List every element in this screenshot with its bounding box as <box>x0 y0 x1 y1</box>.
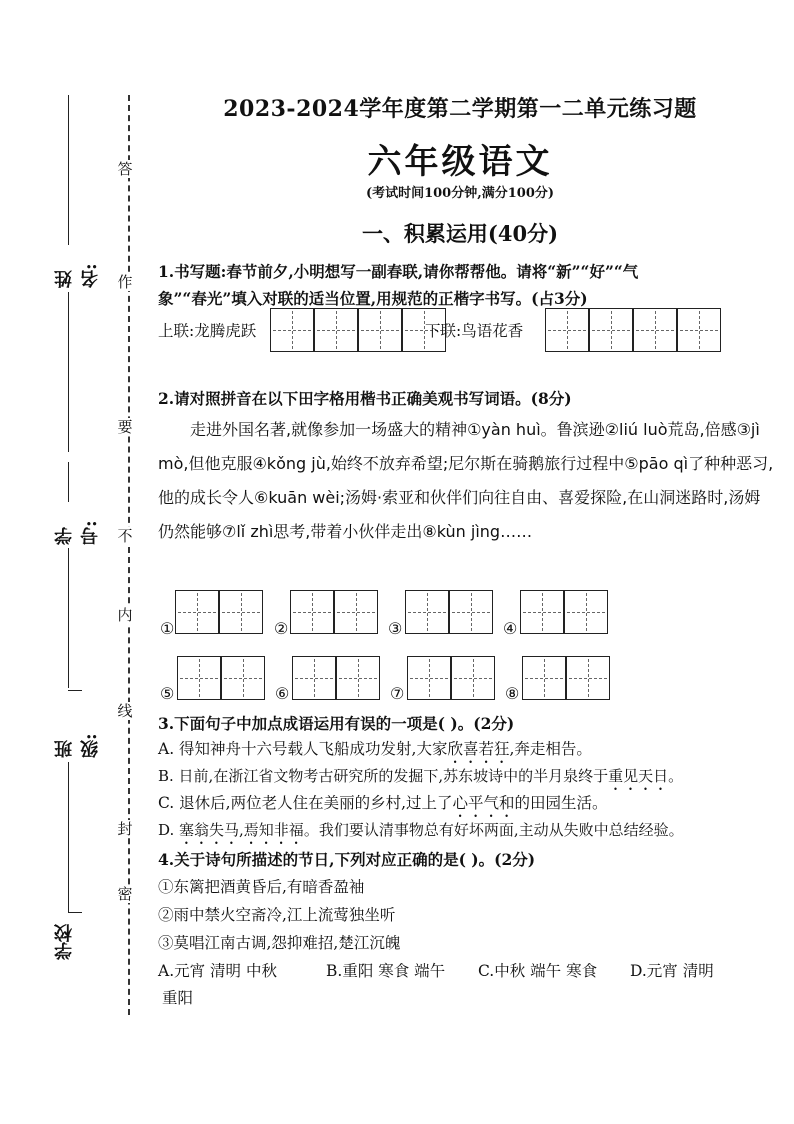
writing-cell[interactable] <box>177 656 221 700</box>
word-grid-3[interactable] <box>405 590 493 634</box>
question-3-option-d[interactable] <box>158 817 684 848</box>
poem-line-1: ①东篱把酒黄昏后,有暗香盈袖 <box>158 878 365 896</box>
couplet-lower-grid[interactable] <box>545 308 725 352</box>
poem-line-3: ③莫唱江南古调,怨抑难招,楚江沉魄 <box>158 934 401 952</box>
writing-cell[interactable] <box>633 308 677 352</box>
school-label: 学校 <box>54 924 75 960</box>
word-grid-2[interactable] <box>290 590 378 634</box>
word-label: ④ <box>503 619 518 638</box>
binding-char: 密 <box>112 885 138 903</box>
word-label: ⑧ <box>505 684 520 703</box>
writing-cell[interactable] <box>175 590 219 634</box>
question-1: 1.书写题:春节前夕,小明想写一副春联,请你帮帮他。请将“新”“好”“气象”“春光”填入对联的适当位置,用规范的正楷字书写。(占3分) <box>158 262 639 308</box>
binding-char: 不 <box>112 527 138 545</box>
writing-cell[interactable] <box>405 590 449 634</box>
question-2: 2.请对照拼音在以下田字格用楷书正确美观书写词语。(8分) <box>158 389 572 408</box>
word-label: ⑥ <box>275 684 290 703</box>
word-grid-8[interactable] <box>522 656 610 700</box>
question-4: 4.关于诗句所描述的节日,下列对应正确的是( )。(2分) <box>158 850 536 869</box>
question-4-option-c[interactable]: C.中秋 端午 寒食 <box>478 962 598 980</box>
question-2-passage: 走进外国名著,就像参加一场盛大的精神①yàn huì。鲁滨逊②liú luò荒岛,倍感③jì mò,但他克服④kǒng jù,始终不放弃希望;尼尔斯在骑鹅旅行过程中⑤pāo qì了种种恶习,他的成长令人⑥kuān wèi;汤姆·索亚和伙伴们向往自由、喜爱探险,在山洞迷路时,汤姆仍然能够⑦lǐ zhì思考,带着小伙伴走出⑧kùn jìng…… <box>158 420 774 541</box>
option-text: 。 <box>668 767 684 785</box>
word-label: ③ <box>388 619 403 638</box>
name-label: 姓名: <box>54 263 101 288</box>
writing-cell[interactable] <box>522 656 566 700</box>
word-grid-1[interactable] <box>175 590 263 634</box>
question-4-option-d-cont: 重阳 <box>162 989 194 1007</box>
binding-char: 作 <box>112 273 138 291</box>
writing-cell[interactable] <box>290 590 334 634</box>
writing-cell[interactable] <box>219 590 263 634</box>
binding-char: 答 <box>112 160 138 178</box>
divider-stroke <box>68 690 82 691</box>
option-text: B. 日前,在浙江省文物考古研究所的发掘下,苏东坡诗中的半月泉终于 <box>158 767 609 785</box>
student-id-line[interactable] <box>68 462 69 502</box>
word-label: ⑦ <box>390 684 405 703</box>
question-4-option-b[interactable]: B.重阳 寒食 端午 <box>326 962 446 980</box>
option-text: ,奔走相告。 <box>509 740 592 758</box>
option-text: D. <box>158 821 180 839</box>
word-grid-7[interactable] <box>407 656 495 700</box>
dotted-idiom: 欣喜若狂 <box>447 740 510 758</box>
writing-cell[interactable] <box>451 656 495 700</box>
class-label: 班级: <box>54 733 101 758</box>
dotted-idiom: 重见天日 <box>608 767 669 785</box>
writing-cell[interactable] <box>520 590 564 634</box>
writing-cell[interactable] <box>677 308 721 352</box>
student-id-line-lower[interactable] <box>68 548 69 688</box>
writing-cell[interactable] <box>566 656 610 700</box>
word-label: ① <box>160 619 175 638</box>
name-line-lower[interactable] <box>68 292 69 452</box>
writing-cell[interactable] <box>292 656 336 700</box>
dotted-idiom: 塞翁失马,焉知非福 <box>179 821 304 839</box>
option-text: 。我们要认清事物总有好坏两面,主动从失败中总结经验。 <box>303 821 684 839</box>
student-id-label: 学号: <box>54 520 101 545</box>
option-text: C. 退休后,两位老人住在美丽的乡村,过上了 <box>158 794 453 812</box>
word-label: ② <box>274 619 289 638</box>
divider-stroke <box>68 912 82 913</box>
poem-line-2: ②雨中禁火空斋冷,江上流莺独坐听 <box>158 906 396 924</box>
question-3: 3.下面句子中加点成语运用有误的一项是( )。(2分) <box>158 714 515 733</box>
word-grid-6[interactable] <box>292 656 380 700</box>
exam-subject: 六年级语文 <box>367 142 553 182</box>
class-line[interactable] <box>68 762 69 912</box>
couplet-upper-grid[interactable] <box>270 308 450 352</box>
writing-cell[interactable] <box>336 656 380 700</box>
writing-cell[interactable] <box>545 308 589 352</box>
writing-cell[interactable] <box>358 308 402 352</box>
name-line[interactable] <box>68 95 69 245</box>
question-4-option-d[interactable]: D.元宵 清明 <box>630 962 714 980</box>
option-text: A. 得知神舟十六号载人飞船成功发射,大家 <box>158 740 448 758</box>
word-grid-5[interactable] <box>177 656 265 700</box>
option-text: 的田园生活。 <box>514 794 608 812</box>
writing-cell[interactable] <box>449 590 493 634</box>
writing-cell[interactable] <box>334 590 378 634</box>
writing-cell[interactable] <box>407 656 451 700</box>
binding-char: 线 <box>112 702 138 720</box>
question-4-option-a[interactable]: A.元宵 清明 中秋 <box>158 962 277 980</box>
binding-char: 封 <box>112 820 138 838</box>
writing-cell[interactable] <box>589 308 633 352</box>
binding-char: 要 <box>112 418 138 436</box>
writing-cell[interactable] <box>270 308 314 352</box>
binding-dashed-line <box>128 95 130 1015</box>
exam-title: 2023-2024学年度第二学期第一二单元练习题 <box>223 96 697 122</box>
word-label: ⑤ <box>160 684 175 703</box>
couplet-upper-label: 上联:龙腾虎跃 <box>158 322 257 340</box>
couplet-lower-label: 下联:鸟语花香 <box>425 322 524 340</box>
dotted-idiom: 心平气和 <box>452 794 515 812</box>
exam-note: (考试时间100分钟,满分100分) <box>365 186 555 201</box>
section-title: 一、积累运用(40分) <box>361 221 559 246</box>
writing-cell[interactable] <box>221 656 265 700</box>
writing-cell[interactable] <box>564 590 608 634</box>
word-grid-4[interactable] <box>520 590 608 634</box>
writing-cell[interactable] <box>314 308 358 352</box>
binding-char: 内 <box>112 606 138 624</box>
